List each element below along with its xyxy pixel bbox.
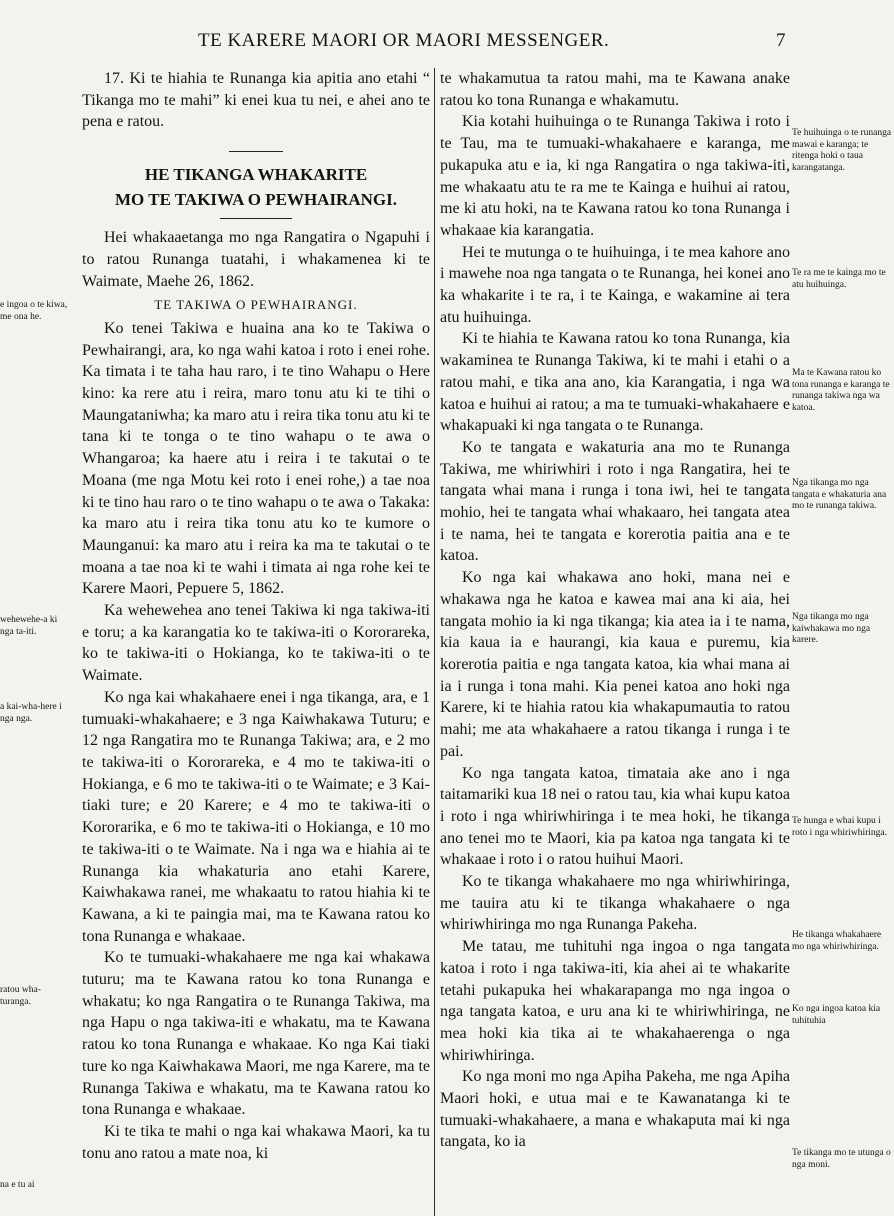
margin-note: Nga tikanga mo nga tangata e whakaturia ana mo te runanga takiwa. — [792, 478, 887, 511]
margin-note: e ingoa o te kiwa, me ona he. — [0, 300, 68, 322]
subheading: TE TAKIWA O PEWHAIRANGI. — [154, 297, 358, 313]
column-divider — [434, 68, 435, 1216]
date-paragraph: Hei te mutunga o te huihuinga, i te mea kahore ano i mawehe noa nga tangata o te Runanga, hei konei ano ka whakarite i te ra, i te Kainga, e wakamine ai tera atu huihuinga. — [440, 243, 790, 326]
judges-paragraph: Ko nga kai whakawa ano hoki, mana nei e whakawa nga he katoa e kawea mai ana ki aia, hei tangata mohio ia ki nga tikanga; kia atea ia i te nama, kia kaua ia e haurangi, kia kaua e puremu, kia korerotia paitia e nga tangata katoa, kia whai mana ai ia i runga i tona mahi. Kia penei katoa ano hoki nga Karere, ki te hiahia ratou kia whakapumautia to ratou mahi; me ata whakahaere a ratou tikanga i runga i te pai. — [440, 569, 790, 760]
running-title: TE KARERE MAORI OR MAORI MESSENGER. — [198, 30, 610, 51]
money-paragraph: Ko nga moni mo nga Apiha Pakeha, me nga Apiha Maori hoki, e utua mai e te Kawanatanga ki te tumuaki-whakahaere, a mana e whakaputa mai ki nga tangata, ko ia — [440, 1068, 790, 1151]
clause-17: 17. Ki te hiahia te Runanga kia apitia ano etahi “ Tikanga mo te mahi” ki enei kua tu nei, e ahei ano te pena e ratou. — [82, 70, 430, 131]
margin-note: He tikanga whakahaere mo nga whiriwhiringa. — [792, 930, 882, 952]
margin-note: wehewehe-a ki nga ta-iti. — [0, 615, 58, 637]
left-column — [82, 68, 430, 1164]
conduct-paragraph: Ko te tikanga whakahaere mo nga whiriwhiringa, me tauira atu ki te tikanga whakahaere o nga whiriwhiringa mo nga Runanga Pakeha. — [440, 873, 790, 934]
divider — [229, 151, 283, 152]
meetings-paragraph: Kia kotahi huihuinga o te Runanga Takiwa i roto i te Tau, ma te tumuaki-whakahaere e karanga, me pukapuka atu e ia, ki nga Rangatira o nga takiwa-iti, me whakaatu atu te ra me te Kainga e huihui ai ratou, me ki atu hoki, na te Kawana ratou ko tona Runanga i whakaae kia karangatia. — [440, 113, 790, 239]
margin-note: Ko nga ingoa katoa kia tuhituhia — [792, 1004, 881, 1026]
boundary-paragraph: Ko tenei Takiwa e huaina ana ko te Takiwa o Pewhairangi, ara, ko nga wahi katoa i roto i enei rohe. Ka timata i te taha hau raro, i te tino Wahapu o Here kino: ka rere atu i reira, maro tonu atu ki te tihi o Maungataniwha; ka maro atu i reira tika tonu atu ki te tana ki te tonga o te tino wahapu o te awa o Whangaroa; ka haere atu i reira i te takutai o te Moana (me nga Motu kei roto i enei rohe,) a tae noa ki te tino hau raro o te tino wahapu o te awa o Takaka: ka maro atu i reira tika tonu atu ko te kumore o Maunganui: ka maro atu i reira ka ma te takutai o te moana a tae noa ki te wahi i timata ai nga rohe kei te Karere Maori, Pepuere 5, 1862. — [82, 319, 430, 598]
divider — [220, 218, 292, 219]
register-paragraph: Me tatau, me tuhituhi nga ingoa o nga tangata katoa i roto i nga takiwa-iti, kia ahei ai te whakarite tetahi pukapuka hei whakarapanga mo nga ingoa o nga tangata katoa, e uru ana ki te whiriwhiringa, ne mea hoki kia tika ai te whakahaerenga o nga whiriwhiringa. — [440, 938, 790, 1064]
special-meeting-paragraph: Ki te hiahia te Kawana ratou ko tona Runanga, kia wakaminea te Runanga Takiwa, ki te mahi i etahi o a ratou mahi, e tika ana ano, kia Karangatia, i nga wa katoa e huihui ai ratou; a ma te tumuaki-whakahaere e whakapuaki ki nga tangata o te Runanga. — [440, 330, 790, 435]
margin-note: Te ra me te kainga mo te atu huihuinga. — [792, 268, 886, 290]
members-paragraph: Ko te tangata e wakaturia ana mo te Runanga Takiwa, me whiriwhiri i roto i nga Rangatira, hei te tangata whai mana i runga i tona iwi, hei te tangata mohio, hei te tangata whai whakaaro, hei tangata atea i te nama, hei te tangata e korerotia paitia ana e te katoa. — [440, 438, 790, 565]
appointment-paragraph: Ko te tumuaki-whakahaere me nga kai whakawa tuturu; ma te Kawana ratou ko tona Runanga e whakatu; ko nga Rangatira o te Runanga Takiwa, ma nga Hapu o nga takiwa-iti e whakatu, ma te Kawana ratou ko tona Runanga e whakaae. Ko nga Kai tiaki ture ko nga Kaiwhakawa Maori, me nga Karere, ma te Runanga Takiwa e whakatu, ma te Kawana ratou ko tona Runanga e whakaae. — [82, 949, 430, 1119]
page-header — [0, 30, 894, 54]
right-column — [440, 68, 790, 1153]
section-heading-line2: MO TE TAKIWA O PEWHAIRANGI. — [115, 190, 397, 210]
intro-paragraph: Hei whakaaetanga mo nga Rangatira o Ngapuhi i to ratou Runanga tuatahi, i whakamenea ki te Waimate, Maehe 26, 1862. — [82, 229, 430, 290]
margin-note: ratou wha-turanga. — [0, 985, 41, 1007]
election-paragraph: Ko nga tangata katoa, timataia ake ano i nga taitamariki kua 18 nei o ratou tau, kia whai kupu katoa i roto i nga whiriwhiringa i te mea hoki, he tikanga ano tenei mo te Maori, kia pa katoa nga tangata ki te whakaae i roto i o ratou huihui Maori. — [440, 764, 790, 869]
margin-note: na e tu ai — [0, 1180, 35, 1190]
margin-note: Te tikanga mo te utunga o nga moni. — [792, 1148, 891, 1170]
divisions-paragraph: Ka wehewehea ano tenei Takiwa ki nga takiwa-iti e toru; a ka karangatia ko te takiwa-iti o Kororareka, ko te takiwa-iti o Hokianga, ko te takiwa-iti o te Waimate. — [82, 602, 430, 685]
page-number: 7 — [776, 30, 786, 51]
margin-note: Te hunga e whai kupu i roto i nga whiriwhiringa. — [792, 816, 887, 838]
margin-note: Nga tikanga mo nga kaiwhakawa mo nga karere. — [792, 612, 871, 645]
continued-paragraph: te whakamutua ta ratou mahi, ma te Kawana anake ratou ko tona Runanga e whakamutu. — [440, 70, 790, 109]
margin-note: a kai-wha-here i nga nga. — [0, 702, 62, 724]
margin-note: Ma te Kawana ratou ko tona runanga e karanga te runanga takiwa nga wa katoa. — [792, 368, 890, 413]
margin-note: Te huihuinga o te runanga mawai e karanga; te ritenga hoki o taua karangatanga. — [792, 128, 892, 173]
section-heading-line1: HE TIKANGA WHAKARITE — [144, 165, 368, 185]
officers-paragraph: Ko nga kai whakahaere enei i nga tikanga, ara, e 1 tumuaki-whakahaere; e 3 nga Kaiwhakawa Tuturu; e 12 nga Rangatira mo te Runanga Takiwa; ara, e 2 mo te takiwa-iti o Kororareka, e 4 mo te takiwa-iti o Hokianga, e 6 mo te takiwa-iti o te Waimate; e 3 Kai-tiaki ture; e 20 Karere; e 4 mo te takiwa-iti o Kororarika, e 6 mo te takiwa-iti o Hokianga, e 10 mo te takiwa-iti o te Waimate. Na i nga wa e hiahia ai te Runanga kia whakaturia ano etahi Karere, Kaiwhakawa ranei, me whakaatu to ratou hiahia ki te Kawana, a ki te paingia mai, ma te Kawana ratou ko tona Runanga e whakaae. — [82, 688, 430, 945]
tenure-paragraph: Ki te tika te mahi o nga kai whakawa Maori, ka tu tonu ano ratou a mate noa, ki — [82, 1122, 430, 1162]
